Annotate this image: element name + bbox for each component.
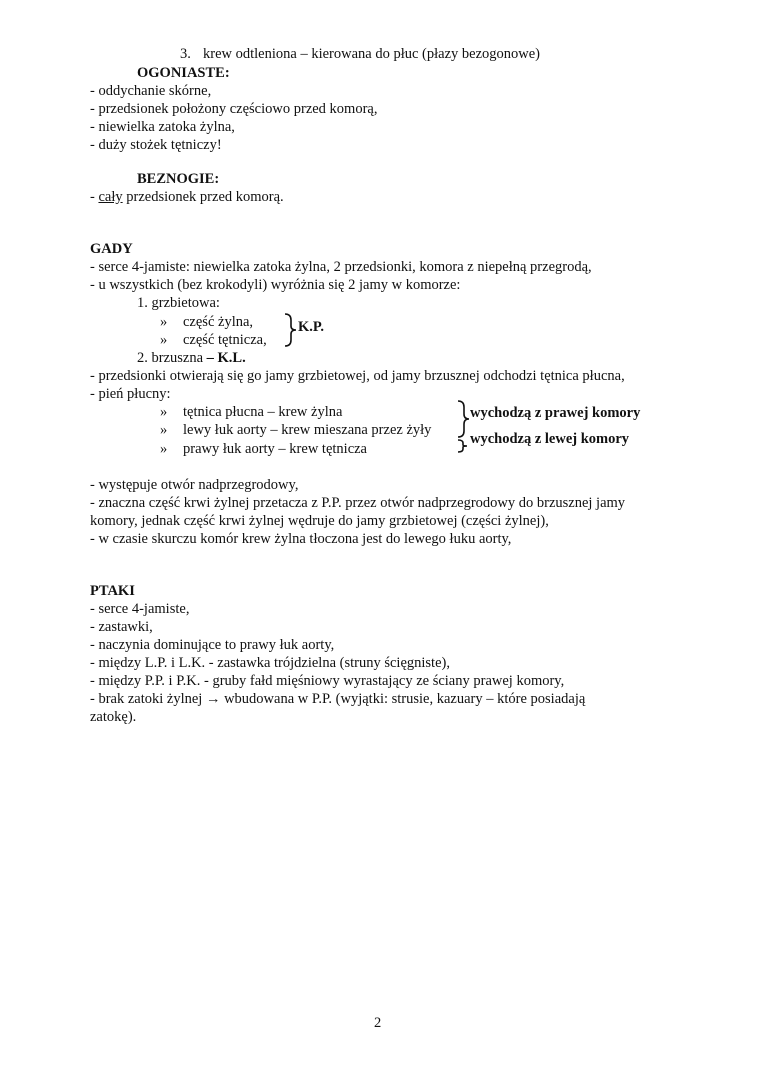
ptaki-line: - brak zatoki żylnej → wbudowana w P.P. (wyjątki: strusie, kazuary – które posiadają xyxy=(90,691,586,707)
left-chamber-label: wychodzą z lewej komory xyxy=(470,431,630,447)
ogoniaste-line: - oddychanie skórne, xyxy=(90,83,212,99)
ogoniaste-line: - przedsionek położony częściowo przed komorą, xyxy=(90,101,378,117)
trunk-item: prawy łuk aorty – krew tętnicza xyxy=(183,441,367,457)
ptaki-line: - między L.P. i L.K. - zastawka trójdzielna (struny ścięgniste), xyxy=(90,655,450,671)
kp-brace-icon xyxy=(282,312,298,348)
kp-label: K.P. xyxy=(298,319,325,335)
ptaki-heading: PTAKI xyxy=(90,583,135,599)
bullet: » xyxy=(160,422,168,438)
bullet: » xyxy=(160,404,168,420)
gady-line-6a: - znaczna część krwi żylnej przetacza z P.P. przez otwór nadprzegrodowy do brzusznej jamy xyxy=(90,495,626,511)
beznogie-line: - cały przedsionek przed komorą. xyxy=(90,189,284,205)
ptaki-line: - serce 4-jamiste, xyxy=(90,601,190,617)
bullet: » xyxy=(160,332,168,348)
bullet: » xyxy=(160,441,168,457)
trunk-item: lewy łuk aorty – krew mieszana przez żyły xyxy=(183,422,432,438)
gady-line-1: - serce 4-jamiste: niewielka zatoka żylna, 2 przedsionki, komora z niepełną przegrodą, xyxy=(90,259,592,275)
ogoniaste-heading: OGONIASTE: xyxy=(137,65,230,81)
page-number: 2 xyxy=(374,1015,382,1031)
gady-line-3: - przedsionki otwierają się go jamy grzbietowej, od jamy brzusznej odchodzi tętnica płucna, xyxy=(90,368,625,384)
gady-line-6b: komory, jednak część krwi żylnej wędruje do jamy grzbietowej (części żylnej), xyxy=(90,513,549,529)
trunk-item: tętnica płucna – krew żylna xyxy=(183,404,343,420)
underlined-word: cały xyxy=(98,189,123,205)
right-chamber-label: wychodzą z prawej komory xyxy=(470,405,641,421)
ogoniaste-line: - niewielka zatoka żylna, xyxy=(90,119,235,135)
gady-sub1-item: część tętnicza, xyxy=(183,332,267,348)
ptaki-line: - między P.P. i P.K. - gruby fałd mięśniowy wyrastający ze ściany prawej komory, xyxy=(90,673,565,689)
ptaki-line: zatokę). xyxy=(90,709,137,725)
ogoniaste-line: - duży stożek tętniczy! xyxy=(90,137,222,153)
gady-sub-1: 1. grzbietowa: xyxy=(137,295,220,311)
gady-line-4: - pień płucny: xyxy=(90,386,171,402)
gady-sub-2: 2. brzuszna – K.L. xyxy=(137,350,246,366)
gady-line-2: - u wszystkich (bez krokodyli) wyróżnia się 2 jamy w komorze: xyxy=(90,277,461,293)
right-chamber-brace-icon xyxy=(455,399,471,439)
left-chamber-brace-icon xyxy=(455,438,469,454)
gady-sub1-item: część żylna, xyxy=(183,314,254,330)
amphibia-item-3-number: 3. xyxy=(180,46,191,62)
ptaki-line: - naczynia dominujące to prawy łuk aorty, xyxy=(90,637,335,653)
bullet: » xyxy=(160,314,168,330)
gady-line-5: - występuje otwór nadprzegrodowy, xyxy=(90,477,299,493)
amphibia-item-3: krew odtleniona – kierowana do płuc (płazy bezogonowe) xyxy=(203,46,541,62)
ptaki-line: - zastawki, xyxy=(90,619,153,635)
gady-line-7: - w czasie skurczu komór krew żylna tłoczona jest do lewego łuku aorty, xyxy=(90,531,512,547)
gady-heading: GADY xyxy=(90,241,133,257)
beznogie-heading: BEZNOGIE: xyxy=(137,171,220,187)
